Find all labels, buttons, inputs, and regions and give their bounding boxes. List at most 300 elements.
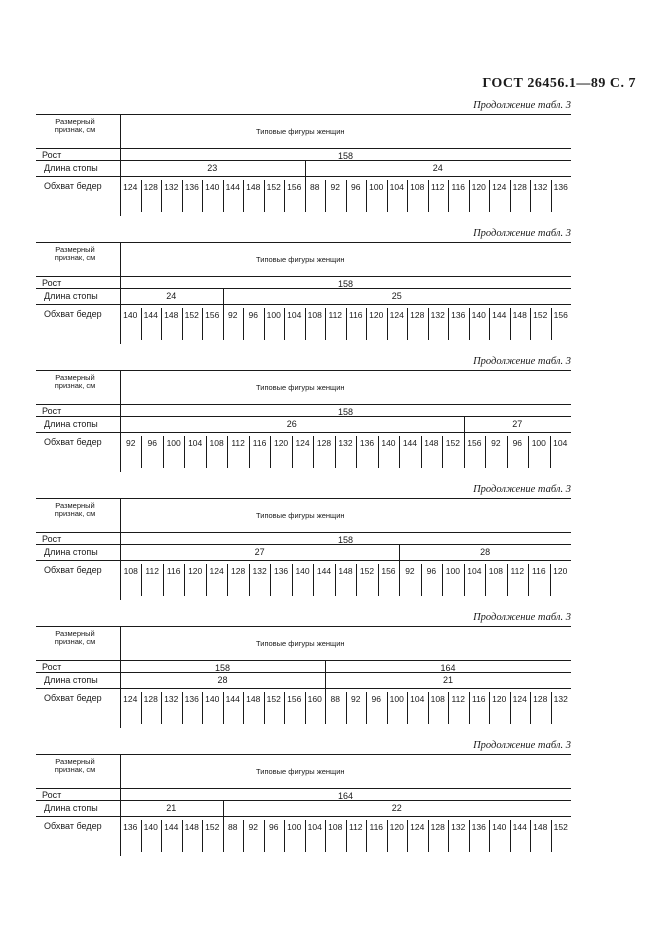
hip-cell-divider xyxy=(399,436,400,468)
height-value: 158 xyxy=(337,279,354,289)
hip-girth-cell: 92 xyxy=(228,310,238,320)
hip-cell-divider xyxy=(485,436,486,468)
type-figures-caption: Типовые фигуры женщин xyxy=(256,511,345,520)
hip-cell-divider xyxy=(551,820,552,852)
hip-cell-divider xyxy=(366,180,367,212)
hip-girth-cell: 120 xyxy=(273,438,289,448)
table-rule xyxy=(36,404,571,405)
hip-cell-divider xyxy=(335,564,336,596)
hip-cell-divider xyxy=(227,564,228,596)
type-figures-caption: Типовые фигуры женщин xyxy=(256,767,345,776)
hip-girth-cell: 104 xyxy=(389,182,404,192)
type-figures-caption: Типовые фигуры женщин xyxy=(256,255,345,264)
foot-length-label: Длина стопы xyxy=(44,675,98,685)
hip-girth-cell: 100 xyxy=(287,822,302,832)
table-block xyxy=(36,740,571,856)
hip-cell-divider xyxy=(223,308,224,340)
hip-cell-divider xyxy=(305,692,306,724)
table-rule xyxy=(36,242,571,243)
hip-girth-cell: 92 xyxy=(351,694,361,704)
hip-girth-cell: 136 xyxy=(359,438,375,448)
hip-cell-divider xyxy=(206,564,207,596)
hip-girth-cell: 144 xyxy=(225,694,240,704)
continuation-caption: Продолжение табл. 3 xyxy=(473,740,571,751)
hip-girth-cell: 108 xyxy=(307,310,322,320)
hip-girth-cell: 112 xyxy=(510,566,525,576)
hip-girth-cell: 112 xyxy=(348,822,363,832)
table-block xyxy=(36,100,571,216)
hip-girth-cell: 124 xyxy=(123,694,138,704)
size-feature-label: Размерный признак, см xyxy=(54,629,96,646)
size-feature-label: Размерный признак, см xyxy=(54,245,96,262)
hip-girth-cell: 88 xyxy=(330,694,340,704)
table-rule xyxy=(36,370,571,371)
foot-group-divider xyxy=(325,672,326,696)
hip-girth-cell: 124 xyxy=(492,182,507,192)
hip-girth-cell: 136 xyxy=(553,182,568,192)
hip-girth-cell: 140 xyxy=(295,566,310,576)
foot-length-value: 25 xyxy=(391,291,402,301)
hip-cell-divider xyxy=(442,436,443,468)
hip-girth-cell: 96 xyxy=(371,694,381,704)
hip-cell-divider xyxy=(141,692,142,724)
hip-cell-divider xyxy=(313,564,314,596)
hip-cell-divider xyxy=(292,436,293,468)
hip-cell-divider xyxy=(264,308,265,340)
hip-cell-divider xyxy=(202,308,203,340)
table-rule xyxy=(36,304,571,305)
hip-girth-cell: 144 xyxy=(512,822,527,832)
hip-girth-cell: 100 xyxy=(369,182,384,192)
foot-length-value: 26 xyxy=(286,419,297,429)
hip-girth-cell: 88 xyxy=(310,182,320,192)
hip-cell-divider xyxy=(141,564,142,596)
hip-cell-divider xyxy=(387,820,388,852)
hip-girth-cell: 144 xyxy=(164,822,179,832)
hip-girth-label: Обхват бедер xyxy=(44,309,102,319)
hip-girth-cell: 156 xyxy=(467,438,482,448)
hip-cell-divider xyxy=(464,436,465,468)
hip-girth-cell: 108 xyxy=(430,694,445,704)
hip-girth-cell: 148 xyxy=(246,694,261,704)
height-label: Рост xyxy=(42,790,62,800)
hip-cell-divider xyxy=(284,308,285,340)
hip-cell-divider xyxy=(510,308,511,340)
hip-cell-divider xyxy=(530,692,531,724)
hip-cell-divider xyxy=(530,180,531,212)
hip-girth-cell: 108 xyxy=(488,566,503,576)
continuation-caption: Продолжение табл. 3 xyxy=(473,228,571,239)
hip-cell-divider xyxy=(387,692,388,724)
hip-cell-divider xyxy=(264,180,265,212)
table-rule xyxy=(36,754,571,755)
hip-cell-divider xyxy=(346,308,347,340)
hip-girth-cell: 140 xyxy=(123,310,138,320)
hip-girth-cell: 148 xyxy=(184,822,199,832)
table-rule xyxy=(36,626,571,627)
height-value: 164 xyxy=(440,663,456,673)
hip-girth-cell: 92 xyxy=(491,438,501,448)
table-rule xyxy=(36,688,571,689)
table-rule xyxy=(36,660,571,661)
hip-girth-cell: 104 xyxy=(410,694,425,704)
hip-cell-divider xyxy=(184,436,185,468)
hip-cell-divider xyxy=(161,820,162,852)
hip-girth-cell: 92 xyxy=(126,438,136,448)
hip-cell-divider xyxy=(407,820,408,852)
hip-cell-divider xyxy=(489,180,490,212)
hip-girth-cell: 120 xyxy=(188,566,203,576)
height-value: 158 xyxy=(337,407,354,417)
hip-girth-cell: 116 xyxy=(451,182,466,192)
table-rule xyxy=(36,560,571,561)
hip-cell-divider xyxy=(366,692,367,724)
hip-girth-cell: 124 xyxy=(410,822,425,832)
hip-cell-divider xyxy=(428,820,429,852)
hip-girth-cell: 108 xyxy=(410,182,425,192)
hip-girth-cell: 88 xyxy=(228,822,238,832)
hip-cell-divider xyxy=(161,180,162,212)
continuation-caption: Продолжение табл. 3 xyxy=(473,356,571,367)
hip-cell-divider xyxy=(448,820,449,852)
hip-cell-divider xyxy=(325,820,326,852)
hip-cell-divider xyxy=(202,820,203,852)
hip-cell-divider xyxy=(223,692,224,724)
hip-girth-cell: 104 xyxy=(188,438,203,448)
table-rule xyxy=(36,532,571,533)
hip-cell-divider xyxy=(249,564,250,596)
hip-girth-cell: 152 xyxy=(445,438,460,448)
hip-cell-divider xyxy=(551,180,552,212)
hip-cell-divider xyxy=(428,308,429,340)
hip-cell-divider xyxy=(428,692,429,724)
foot-length-label: Длина стопы xyxy=(44,291,98,301)
hip-cell-divider xyxy=(489,820,490,852)
hip-girth-cell: 128 xyxy=(430,822,445,832)
hip-cell-divider xyxy=(407,692,408,724)
hip-girth-cell: 144 xyxy=(225,182,240,192)
hip-cell-divider xyxy=(284,180,285,212)
hip-cell-divider xyxy=(305,308,306,340)
hip-cell-divider xyxy=(202,692,203,724)
hip-cell-divider xyxy=(378,436,379,468)
hip-girth-cell: 108 xyxy=(328,822,343,832)
hip-girth-cell: 148 xyxy=(512,310,527,320)
hip-girth-cell: 132 xyxy=(338,438,353,448)
table-rule xyxy=(36,276,571,277)
table-rule xyxy=(36,176,571,177)
hip-girth-cell: 128 xyxy=(316,438,332,448)
hip-girth-cell: 96 xyxy=(512,438,523,448)
height-label: Рост xyxy=(42,406,62,416)
hip-girth-cell: 124 xyxy=(389,310,404,320)
hip-cell-divider xyxy=(469,692,470,724)
foot-length-label: Длина стопы xyxy=(44,419,98,429)
table-block xyxy=(36,228,571,344)
hip-girth-cell: 132 xyxy=(252,566,267,576)
hip-cell-divider xyxy=(243,820,244,852)
hip-girth-label: Обхват бедер xyxy=(44,565,102,575)
page-header: ГОСТ 26456.1—89 С. 7 xyxy=(482,76,636,91)
foot-group-divider xyxy=(305,160,306,184)
table-rule xyxy=(36,148,571,149)
hip-cell-divider xyxy=(528,436,529,468)
hip-girth-cell: 112 xyxy=(231,438,245,448)
hip-cell-divider xyxy=(292,564,293,596)
hip-girth-cell: 144 xyxy=(143,310,158,320)
hip-girth-label: Обхват бедер xyxy=(44,181,102,191)
hip-cell-divider xyxy=(407,308,408,340)
hip-cell-divider xyxy=(264,820,265,852)
hip-cell-divider xyxy=(469,308,470,340)
table-rule xyxy=(36,114,571,115)
foot-length-value: 28 xyxy=(480,547,491,557)
table-rule xyxy=(36,816,571,817)
hip-girth-label: Обхват бедер xyxy=(44,437,102,447)
height-label: Рост xyxy=(42,662,62,672)
hip-cell-divider xyxy=(489,692,490,724)
hip-girth-label: Обхват бедер xyxy=(44,693,102,703)
hip-cell-divider xyxy=(264,692,265,724)
hip-cell-divider xyxy=(346,692,347,724)
hip-cell-divider xyxy=(550,564,551,596)
hip-girth-cell: 152 xyxy=(205,822,220,832)
hip-cell-divider xyxy=(442,564,443,596)
hip-girth-cell: 144 xyxy=(492,310,507,320)
continuation-caption: Продолжение табл. 3 xyxy=(473,100,571,111)
hip-girth-cell: 116 xyxy=(166,566,181,576)
hip-cell-divider xyxy=(378,564,379,596)
hip-girth-cell: 148 xyxy=(246,182,261,192)
hip-girth-label: Обхват бедер xyxy=(44,821,102,831)
table-block xyxy=(36,356,571,472)
hip-girth-cell: 132 xyxy=(533,182,548,192)
hip-cell-divider xyxy=(270,436,271,468)
hip-cell-divider xyxy=(469,180,470,212)
hip-cell-divider xyxy=(182,692,183,724)
hip-girth-cell: 140 xyxy=(143,822,158,832)
type-figures-caption: Типовые фигуры женщин xyxy=(256,383,345,392)
hip-cell-divider xyxy=(346,820,347,852)
hip-cell-divider xyxy=(507,436,508,468)
hip-girth-cell: 100 xyxy=(531,438,546,448)
height-value: 158 xyxy=(337,151,354,161)
hip-girth-cell: 120 xyxy=(553,566,568,576)
hip-cell-divider xyxy=(507,564,508,596)
hip-cell-divider xyxy=(485,564,486,596)
hip-cell-divider xyxy=(249,436,250,468)
hip-cell-divider xyxy=(163,564,164,596)
hip-girth-cell: 128 xyxy=(512,182,527,192)
hip-cell-divider xyxy=(489,308,490,340)
hip-cell-divider xyxy=(448,308,449,340)
hip-girth-cell: 136 xyxy=(184,694,199,704)
hip-girth-cell: 140 xyxy=(205,694,220,704)
hip-cell-divider xyxy=(428,180,429,212)
hip-girth-cell: 92 xyxy=(405,566,415,576)
hip-girth-cell: 116 xyxy=(348,310,363,320)
hip-girth-cell: 136 xyxy=(184,182,199,192)
hip-cell-divider xyxy=(421,564,422,596)
hip-girth-cell: 116 xyxy=(369,822,384,832)
foot-length-value: 21 xyxy=(166,803,177,813)
hip-girth-cell: 120 xyxy=(471,182,486,192)
height-label: Рост xyxy=(42,534,62,544)
hip-cell-divider xyxy=(182,820,183,852)
foot-length-value: 27 xyxy=(512,419,523,429)
hip-cell-divider xyxy=(399,564,400,596)
foot-group-divider xyxy=(223,800,224,824)
type-figures-caption: Типовые фигуры женщин xyxy=(256,639,345,648)
hip-cell-divider xyxy=(161,692,162,724)
hip-girth-cell: 100 xyxy=(389,694,404,704)
hip-cell-divider xyxy=(305,820,306,852)
hip-girth-cell: 152 xyxy=(533,310,548,320)
hip-girth-cell: 108 xyxy=(209,438,224,448)
hip-cell-divider xyxy=(163,436,164,468)
hip-cell-divider xyxy=(227,436,228,468)
hip-girth-cell: 96 xyxy=(426,566,437,576)
hip-girth-cell: 140 xyxy=(381,438,396,448)
hip-cell-divider xyxy=(407,180,408,212)
foot-length-value: 22 xyxy=(391,803,402,813)
hip-girth-cell: 120 xyxy=(389,822,404,832)
hip-girth-cell: 136 xyxy=(451,310,466,320)
hip-cell-divider xyxy=(284,692,285,724)
hip-cell-divider xyxy=(510,820,511,852)
foot-length-value: 21 xyxy=(442,675,453,685)
hip-girth-cell: 156 xyxy=(287,694,302,704)
hip-cell-divider xyxy=(325,692,326,724)
hip-girth-cell: 104 xyxy=(287,310,302,320)
table-rule xyxy=(36,498,571,499)
hip-cell-divider xyxy=(530,308,531,340)
hip-cell-divider xyxy=(528,564,529,596)
hip-girth-cell: 152 xyxy=(266,694,281,704)
hip-girth-cell: 148 xyxy=(424,438,439,448)
hip-girth-cell: 156 xyxy=(381,566,396,576)
table-block xyxy=(36,612,571,728)
hip-girth-cell: 156 xyxy=(553,310,568,320)
hip-girth-cell: 156 xyxy=(287,182,302,192)
height-value: 158 xyxy=(337,535,354,545)
hip-girth-cell: 100 xyxy=(266,310,281,320)
hip-girth-cell: 112 xyxy=(430,182,445,192)
hip-girth-cell: 148 xyxy=(338,566,353,576)
hip-girth-cell: 124 xyxy=(512,694,527,704)
hip-cell-divider xyxy=(223,820,224,852)
hip-cell-divider xyxy=(141,180,142,212)
height-value: 158 xyxy=(214,663,231,673)
hip-cell-divider xyxy=(551,692,552,724)
hip-girth-cell: 108 xyxy=(123,566,138,576)
hip-girth-cell: 132 xyxy=(164,694,179,704)
foot-group-divider xyxy=(399,544,400,568)
hip-cell-divider xyxy=(530,820,531,852)
hip-girth-cell: 96 xyxy=(248,310,258,320)
height-label: Рост xyxy=(42,278,62,288)
hip-cell-divider xyxy=(387,180,388,212)
hip-cell-divider xyxy=(387,308,388,340)
hip-cell-divider xyxy=(356,436,357,468)
hip-cell-divider xyxy=(366,820,367,852)
hip-girth-cell: 116 xyxy=(471,694,486,704)
hip-cell-divider xyxy=(141,436,142,468)
hip-girth-cell: 112 xyxy=(451,694,466,704)
hip-girth-cell: 96 xyxy=(147,438,157,448)
hip-girth-cell: 136 xyxy=(471,822,486,832)
hip-cell-divider xyxy=(141,820,142,852)
hip-girth-cell: 132 xyxy=(164,182,179,192)
hip-girth-cell: 144 xyxy=(316,566,332,576)
foot-length-label: Длина стопы xyxy=(44,547,98,557)
foot-length-label: Длина стопы xyxy=(44,163,98,173)
hip-cell-divider xyxy=(182,308,183,340)
hip-girth-cell: 152 xyxy=(359,566,375,576)
hip-cell-divider xyxy=(469,820,470,852)
height-value: 164 xyxy=(337,791,354,801)
hip-girth-cell: 136 xyxy=(273,566,289,576)
hip-cell-divider xyxy=(161,308,162,340)
hip-girth-cell: 140 xyxy=(471,310,486,320)
hip-girth-cell: 148 xyxy=(533,822,548,832)
hip-girth-cell: 124 xyxy=(123,182,138,192)
size-feature-label: Размерный признак, см xyxy=(54,117,96,134)
hip-girth-cell: 132 xyxy=(451,822,466,832)
hip-cell-divider xyxy=(206,436,207,468)
hip-cell-divider xyxy=(141,308,142,340)
height-label: Рост xyxy=(42,150,62,160)
hip-cell-divider xyxy=(284,820,285,852)
hip-girth-cell: 112 xyxy=(328,310,343,320)
hip-girth-cell: 140 xyxy=(205,182,220,192)
hip-girth-cell: 104 xyxy=(553,438,568,448)
hip-girth-cell: 124 xyxy=(295,438,310,448)
hip-cell-divider xyxy=(270,564,271,596)
hip-girth-cell: 128 xyxy=(143,182,158,192)
hip-girth-cell: 100 xyxy=(445,566,460,576)
hip-girth-cell: 116 xyxy=(532,566,546,576)
continuation-caption: Продолжение табл. 3 xyxy=(473,612,571,623)
hip-cell-divider xyxy=(184,564,185,596)
hip-cell-divider xyxy=(325,308,326,340)
foot-length-value: 23 xyxy=(207,163,218,173)
hip-girth-cell: 156 xyxy=(205,310,220,320)
size-feature-label: Размерный признак, см xyxy=(54,373,96,390)
foot-length-value: 24 xyxy=(432,163,443,173)
hip-cell-divider xyxy=(366,308,367,340)
hip-cell-divider xyxy=(356,564,357,596)
hip-girth-cell: 120 xyxy=(369,310,384,320)
hip-girth-cell: 152 xyxy=(553,822,568,832)
hip-girth-cell: 124 xyxy=(209,566,224,576)
foot-length-label: Длина стопы xyxy=(44,803,98,813)
hip-girth-cell: 120 xyxy=(492,694,507,704)
hip-cell-divider xyxy=(313,436,314,468)
hip-girth-cell: 136 xyxy=(123,822,138,832)
hip-girth-cell: 96 xyxy=(351,182,361,192)
hip-cell-divider xyxy=(464,564,465,596)
continuation-caption: Продолжение табл. 3 xyxy=(473,484,571,495)
table-rule xyxy=(36,432,571,433)
hip-girth-cell: 112 xyxy=(145,566,159,576)
hip-girth-cell: 100 xyxy=(166,438,181,448)
foot-length-value: 24 xyxy=(166,291,177,301)
hip-girth-cell: 128 xyxy=(410,310,425,320)
foot-length-value: 27 xyxy=(254,547,265,557)
hip-girth-cell: 104 xyxy=(307,822,322,832)
hip-cell-divider xyxy=(305,180,306,212)
